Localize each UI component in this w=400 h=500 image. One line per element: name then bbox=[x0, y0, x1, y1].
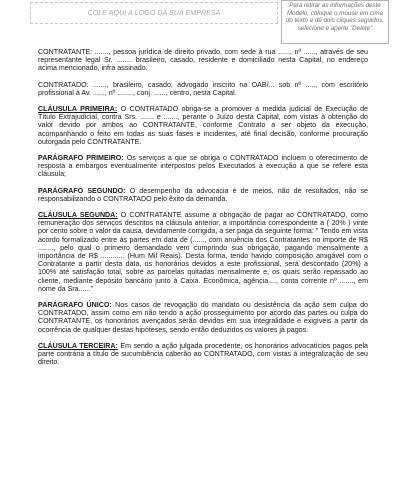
paragraph-lead: PARÁGRAFO ÚNICO: bbox=[38, 301, 112, 310]
paragraph-contratante bbox=[38, 48, 368, 73]
paragraph-text: Em sendo a ação julgada procedente, os honorários advocatícios pagos pela parte contrária a título de sucumbência caberão ao CONTRATADO, com vistas à integralização de seu direito. bbox=[38, 341, 368, 367]
paragraph-clausula-primeira bbox=[38, 105, 368, 146]
paragraph-clausula-segunda bbox=[38, 211, 368, 293]
paragraph-clausula-terceira bbox=[38, 342, 368, 367]
paragraph-text: Nos casos de revogação do mandato ou desistência da ação sem culpa do CONTRATADO, assim como em não tendo a ação prosseguimento por acordo das partes ou culpa do CONTRATANTE, os honorários avençados serão devidos em sua integralidade e exigíveis a partir da ocorrência de qualquer destas hipóteses, sendo então deduzidos os valores já pagos. bbox=[38, 301, 368, 334]
paragraph-text: O CONTRATANTE assume a obrigação de pagar ao CONTRATADO, como remuneração dos serviços descritos na cláusula anterior, a importância correspondente a ( 20% ) vinte por cento sobre o valor da causa, devidamente corrigida, a ser paga da seguinte forma: " Tendo em vista acordo formalizado entre às partes em data de (......, com anuência dos Contratantes no importe de R$ ........, pelo qual o primeiro demandado vem cumprindo sua obrigação, pagando mensalmente a importância de R$ ............ (Hum Mil Reais). Desta forma, tendo havido composição amigável com o Contratante a partir desta data, os honorários devidos a este profissional, será descontado (20%) a 100% até satisfação total, sobre as parcelas quitadas mensalmente e, os quais serão repassado ao cliente, mediante depósito bancário junto à Caixa. Econômica, agência...., conta corrente nº ......., em nome da Sra......" bbox=[38, 211, 368, 293]
paragraph-contratado bbox=[38, 81, 368, 97]
contract-body bbox=[38, 48, 368, 375]
paragraph-paragrafo-primeiro bbox=[38, 154, 368, 179]
paragraph-text: CONTRATADO: ......., brasileiro, casado, advogado inscrito na OAB/... sob nº ....., com escritório profissional à Av. ......, nº ........, conj. ......, centro, nesta Capital. bbox=[38, 80, 368, 97]
paragraph-lead: CLÁUSULA PRIMEIRA: bbox=[38, 105, 118, 114]
paragraph-lead: PARÁGRAFO PRIMEIRO: bbox=[38, 154, 124, 163]
paragraph-text: CONTRATANTE: ......., pessoa jurídica de direito privado, com sede à rua ......, nº ......, através de seu representante legal Sr. ........ brasileiro, casado, residente e domiciliado nesta Capital, no endereço acima mencionado, infra assinado. bbox=[38, 48, 368, 73]
paragraph-paragrafo-unico bbox=[38, 301, 368, 334]
logo-placeholder-text: COLE AQUI A LOGO DA SUA EMPRESA bbox=[87, 9, 221, 17]
paragraph-paragrafo-segundo bbox=[38, 187, 368, 203]
paragraph-lead: PARÁGRAFO SEGUNDO: bbox=[38, 186, 126, 195]
instruction-note-text: Para retirar as informações deste Modelo, coloque o mouse em cima do texto e dê dois cliques seguidos, selecione e aperte "Delete" bbox=[285, 2, 385, 32]
logo-placeholder-box bbox=[30, 2, 278, 24]
paragraph-text: O desempenho da advocacia é de meios, não de resultados, não se responsabilizando o CONTRATADO pelo êxito da demanda. bbox=[38, 186, 368, 203]
paragraph-text: Os serviços a que se obriga o CONTRATADO incluem o oferecimento de resposta a embargos eventualmente interpostos pelos Executados à execução a que se refere esta cláusula; bbox=[38, 154, 368, 179]
paragraph-lead: CLÁUSULA SEGUNDA: bbox=[38, 211, 118, 220]
paragraph-lead: CLÁUSULA TERCEIRA: bbox=[38, 341, 118, 350]
paragraph-text: O CONTRATADO obriga-se a promover a medida judicial de Execução de Título Extrajudicial, contra Srs. ....... e ......., perante o Juízo desta Capital, com vistas à obtenção do valor devido por ambos ao CONTRATANTE, conforme Contrato a ser objeto da execução, acompanhando o feito em todas as suas fases e incidentes, até final decisão, conforme procuração outorgada pelo CONTRATANTE. bbox=[38, 105, 368, 146]
instruction-note-box bbox=[281, 0, 389, 44]
